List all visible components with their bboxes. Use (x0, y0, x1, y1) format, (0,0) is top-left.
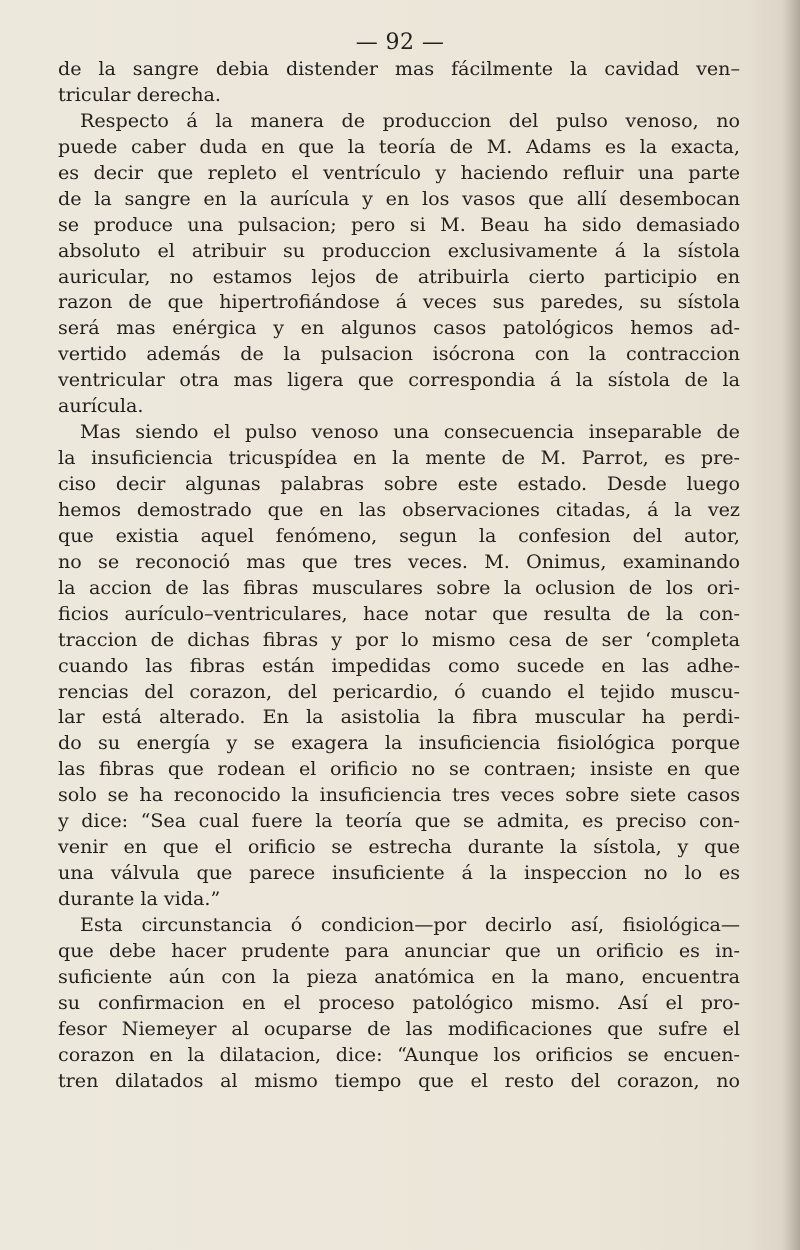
text-line: de la sangre en la aurícula y en los vasos que allí desembocan (58, 186, 740, 210)
text-line: do su energía y se exagera la insuficiencia fisiológica porque (58, 731, 740, 755)
text-line: no se reconoció mas que tres veces. M. Onimus, examinando (58, 549, 740, 573)
text-line: razon de que hipertrofiándose á veces sus paredes, su sístola (58, 290, 740, 314)
text-line: suficiente aún con la pieza anatómica en la mano, encuentra (58, 964, 740, 988)
text-line: la accion de las fibras musculares sobre la oclusion de los ori- (58, 575, 740, 599)
text-line: durante la vida.” (58, 887, 221, 910)
text-line: se produce una pulsacion; pero si M. Beau ha sido demasiado (58, 212, 740, 236)
text-line: que debe hacer prudente para anunciar que un orificio es in- (58, 938, 740, 962)
text-line: es decir que repleto el ventrículo y haciendo refluir una parte (58, 160, 740, 184)
text-line: cuando las fibras están impedidas como sucede en las adhe- (58, 653, 740, 677)
text-line: fesor Niemeyer al ocuparse de las modificaciones que sufre el (58, 1016, 740, 1040)
text-line: será mas enérgica y en algunos casos patológicos hemos ad- (58, 316, 740, 340)
text-line: absoluto el atribuir su produccion exclusivamente á la sístola (58, 238, 740, 262)
body-text (58, 56, 740, 1094)
text-line: aurícula. (58, 394, 144, 418)
text-line: venir en que el orificio se estrecha durante la sístola, y que (58, 835, 740, 859)
text-line: ventricular otra mas ligera que correspondia á la sístola de la (58, 368, 740, 392)
text-line: una válvula que parece insuficiente á la inspeccion no lo es (58, 861, 740, 885)
text-line: corazon en la dilatacion, dice: “Aunque los orificios se encuen- (58, 1042, 740, 1066)
text-line: Mas siendo el pulso venoso una consecuencia inseparable de (80, 420, 740, 444)
text-line: la insuficiencia tricuspídea en la mente de M. Parrot, es pre- (58, 446, 740, 470)
text-line: puede caber duda en que la teoría de M. Adams es la exacta, (58, 134, 740, 158)
text-line: traccion de dichas fibras y por lo mismo cesa de ser ‘completa (58, 627, 740, 651)
text-line: hemos demostrado que en las observaciones citadas, á la vez (58, 497, 740, 521)
text-line: su confirmacion en el proceso patológico mismo. Así el pro- (58, 990, 740, 1014)
text-line: vertido además de la pulsacion isócrona con la contraccion (58, 342, 740, 366)
text-line: que existia aquel fenómeno, segun la confesion del autor, (58, 523, 740, 547)
page-number: — 92 — (355, 30, 445, 55)
text-line: Respecto á la manera de produccion del pulso venoso, no (80, 108, 740, 132)
text-line: las fibras que rodean el orificio no se contraen; insiste en que (58, 757, 740, 781)
text-line: ciso decir algunas palabras sobre este estado. Desde luego (58, 472, 740, 495)
text-line: auricular, no estamos lejos de atribuirla cierto participio en (58, 264, 740, 288)
text-line: Esta circunstancia ó condicion—por decirlo así, fisiológica— (80, 912, 740, 936)
text-line: y dice: “Sea cual fuere la teoría que se admita, es preciso con- (58, 809, 740, 833)
page-edge-shadow (782, 0, 800, 1250)
text-line: lar está alterado. En la asistolia la fibra muscular ha perdi- (58, 705, 740, 729)
text-line: tricular derecha. (58, 82, 221, 106)
text-line: ficios aurículo–ventriculares, hace notar que resulta de la con- (58, 601, 740, 625)
text-line: tren dilatados al mismo tiempo que el resto del corazon, no (58, 1068, 740, 1092)
text-line: rencias del corazon, del pericardio, ó cuando el tejido muscu- (58, 679, 740, 703)
text-line: de la sangre debia distender mas fácilmente la cavidad ven– (58, 57, 740, 80)
text-line: solo se ha reconocido la insuficiencia tres veces sobre siete casos (58, 783, 740, 807)
